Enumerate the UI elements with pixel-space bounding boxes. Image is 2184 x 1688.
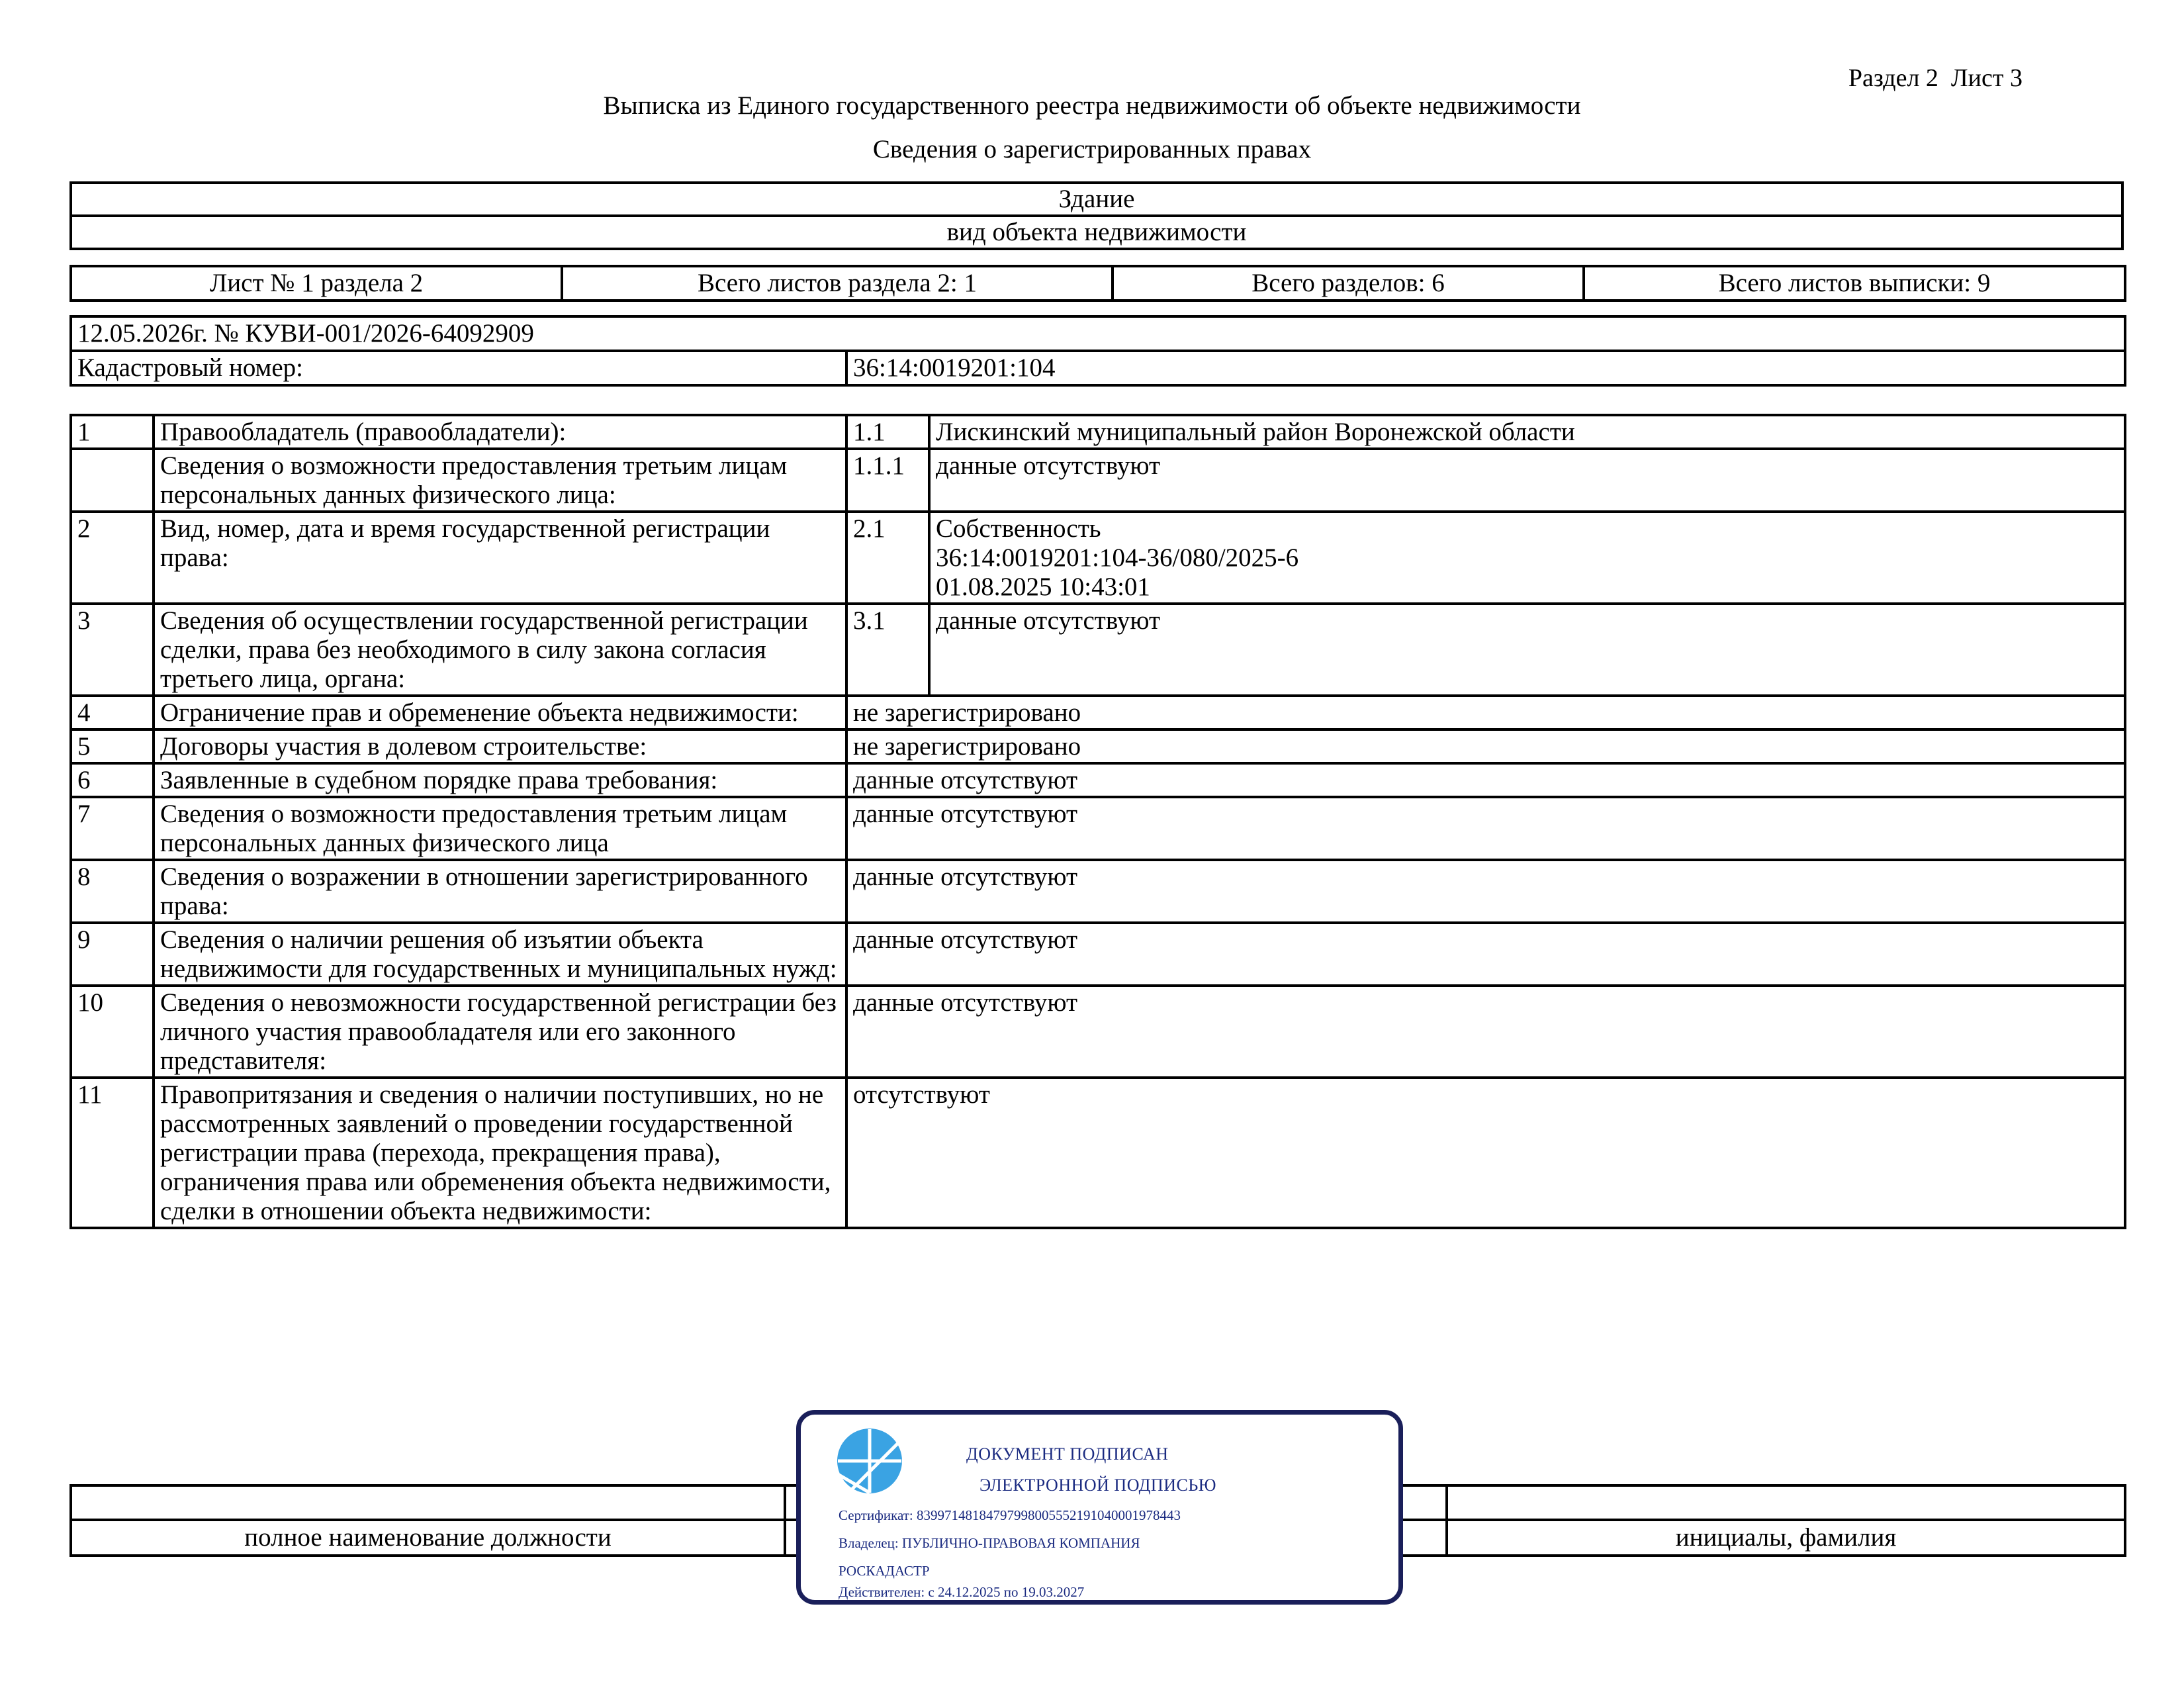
table-row: [71, 512, 2125, 604]
stamp-owner-name: РОСКАДАСТР: [839, 1563, 930, 1579]
row-label: Сведения о невозможности государственной регистрации без личного участия правообладателя или его законного представителя:: [154, 986, 846, 1078]
stamp-owner: Владелец: ПУБЛИЧНО-ПРАВОВАЯ КОМПАНИЯ: [839, 1535, 1140, 1551]
row-number: 8: [71, 860, 154, 923]
registration-datetime: 01.08.2025 10:43:01: [936, 573, 1150, 601]
row-subnumber: 1.1.1: [846, 449, 929, 512]
row-label: Сведения об осуществлении государственной регистрации сделки, права без необходимого в силу закона согласия третьего лица, органа:: [154, 604, 846, 696]
sheet-number: Лист № 1 раздела 2: [71, 266, 562, 301]
table-row: [71, 986, 2125, 1078]
table-row: [71, 729, 2125, 763]
row-value: данные отсутствуют: [929, 604, 2125, 696]
table-row: [71, 449, 2125, 512]
row-value: данные отсутствуют: [846, 986, 2125, 1078]
row-number: 7: [71, 797, 154, 860]
table-row: [71, 763, 2125, 797]
row-value: данные отсутствуют: [846, 797, 2125, 860]
row-label: Сведения о наличии решения об изъятии объекта недвижимости для государственных и муниципальных нужд:: [154, 923, 846, 986]
row-value: данные отсутствуют: [929, 449, 2125, 512]
right-type: Собственность: [936, 514, 1101, 543]
row-value: [929, 512, 2125, 604]
total-sheets-section: Всего листов раздела 2: 1: [562, 266, 1113, 301]
stamp-validity: Действителен: с 24.12.2025 по 19.03.2027: [839, 1584, 1085, 1600]
total-sheets: Всего листов выписки: 9: [1584, 266, 2125, 301]
row-value: не зарегистрировано: [846, 696, 2125, 729]
electronic-signature-stamp: [796, 1410, 1403, 1605]
row-label: Заявленные в судебном порядке права требования:: [154, 763, 846, 797]
table-row: [71, 604, 2125, 696]
stamp-certificate: Сертификат: 83997148184797998005552191040001978443: [839, 1507, 1181, 1523]
row-number: [71, 449, 154, 512]
table-row: [71, 415, 2125, 449]
table-row: [71, 797, 2125, 860]
row-label: Договоры участия в долевом строительстве:: [154, 729, 846, 763]
row-label: Сведения о возражении в отношении зарегистрированного права:: [154, 860, 846, 923]
row-label: Правообладатель (правообладатели):: [154, 415, 846, 449]
row-value: данные отсутствуют: [846, 860, 2125, 923]
stamp-line-2: ЭЛЕКТРОННОЙ ПОДПИСЬЮ: [979, 1476, 1216, 1495]
row-number: 5: [71, 729, 154, 763]
total-sections: Всего разделов: 6: [1113, 266, 1584, 301]
stamp-line-1: ДОКУМЕНТ ПОДПИСАН: [966, 1444, 1169, 1464]
cadastral-number: 36:14:0019201:104: [846, 351, 2125, 385]
position-caption: полное наименование должности: [71, 1520, 785, 1556]
cadastral-label: Кадастровый номер:: [71, 351, 846, 385]
row-label: Сведения о возможности предоставления третьим лицам персональных данных физического лица: [154, 797, 846, 860]
registration-number: 36:14:0019201:104-36/080/2025-6: [936, 543, 1299, 572]
row-label: Сведения о возможности предоставления третьим лицам персональных данных физического лица:: [154, 449, 846, 512]
document-title: Выписка из Единого государственного реестра недвижимости об объекте недвижимости: [603, 91, 1581, 120]
document-subtitle: Сведения о зарегистрированных правах: [872, 135, 1312, 164]
row-number: 9: [71, 923, 154, 986]
object-type: Здание: [71, 183, 2122, 216]
position-field: [71, 1485, 785, 1520]
row-value: данные отсутствуют: [846, 923, 2125, 986]
row-value: не зарегистрировано: [846, 729, 2125, 763]
row-subnumber: 1.1: [846, 415, 929, 449]
row-subnumber: 3.1: [846, 604, 929, 696]
row-label: Ограничение прав и обременение объекта недвижимости:: [154, 696, 846, 729]
name-caption: инициалы, фамилия: [1447, 1520, 2125, 1556]
row-number: 1: [71, 415, 154, 449]
row-label: Правопритязания и сведения о наличии поступивших, но не рассмотренных заявлений о проведении государственной регистрации права (перехода, прекращения права), ограничения права или обременения объекта недвижимости, сделки в отношении объекта недвижимости:: [154, 1078, 846, 1228]
row-number: 4: [71, 696, 154, 729]
row-number: 6: [71, 763, 154, 797]
registration-table: [69, 315, 2126, 387]
table-row: [71, 923, 2125, 986]
row-number: 10: [71, 986, 154, 1078]
table-row: [71, 1078, 2125, 1228]
row-number: 11: [71, 1078, 154, 1228]
row-number: 2: [71, 512, 154, 604]
row-value: Лискинский муниципальный район Воронежской области: [929, 415, 2125, 449]
sheets-info-table: [69, 265, 2126, 302]
row-value: отсутствуют: [846, 1078, 2125, 1228]
extract-date-number: 12.05.2026г. № КУВИ-001/2026-64092909: [71, 316, 2125, 351]
row-number: 3: [71, 604, 154, 696]
table-row: [71, 860, 2125, 923]
table-row: [71, 696, 2125, 729]
object-type-table: [69, 181, 2124, 250]
rosreestr-logo-icon: [837, 1428, 903, 1494]
rights-table: [69, 414, 2126, 1229]
row-subnumber: 2.1: [846, 512, 929, 604]
page-number: Раздел 2 Лист 3: [1848, 64, 2023, 92]
object-type-caption: вид объекта недвижимости: [71, 216, 2122, 249]
row-value: данные отсутствуют: [846, 763, 2125, 797]
row-label: Вид, номер, дата и время государственной регистрации права:: [154, 512, 846, 604]
name-field: [1447, 1485, 2125, 1520]
